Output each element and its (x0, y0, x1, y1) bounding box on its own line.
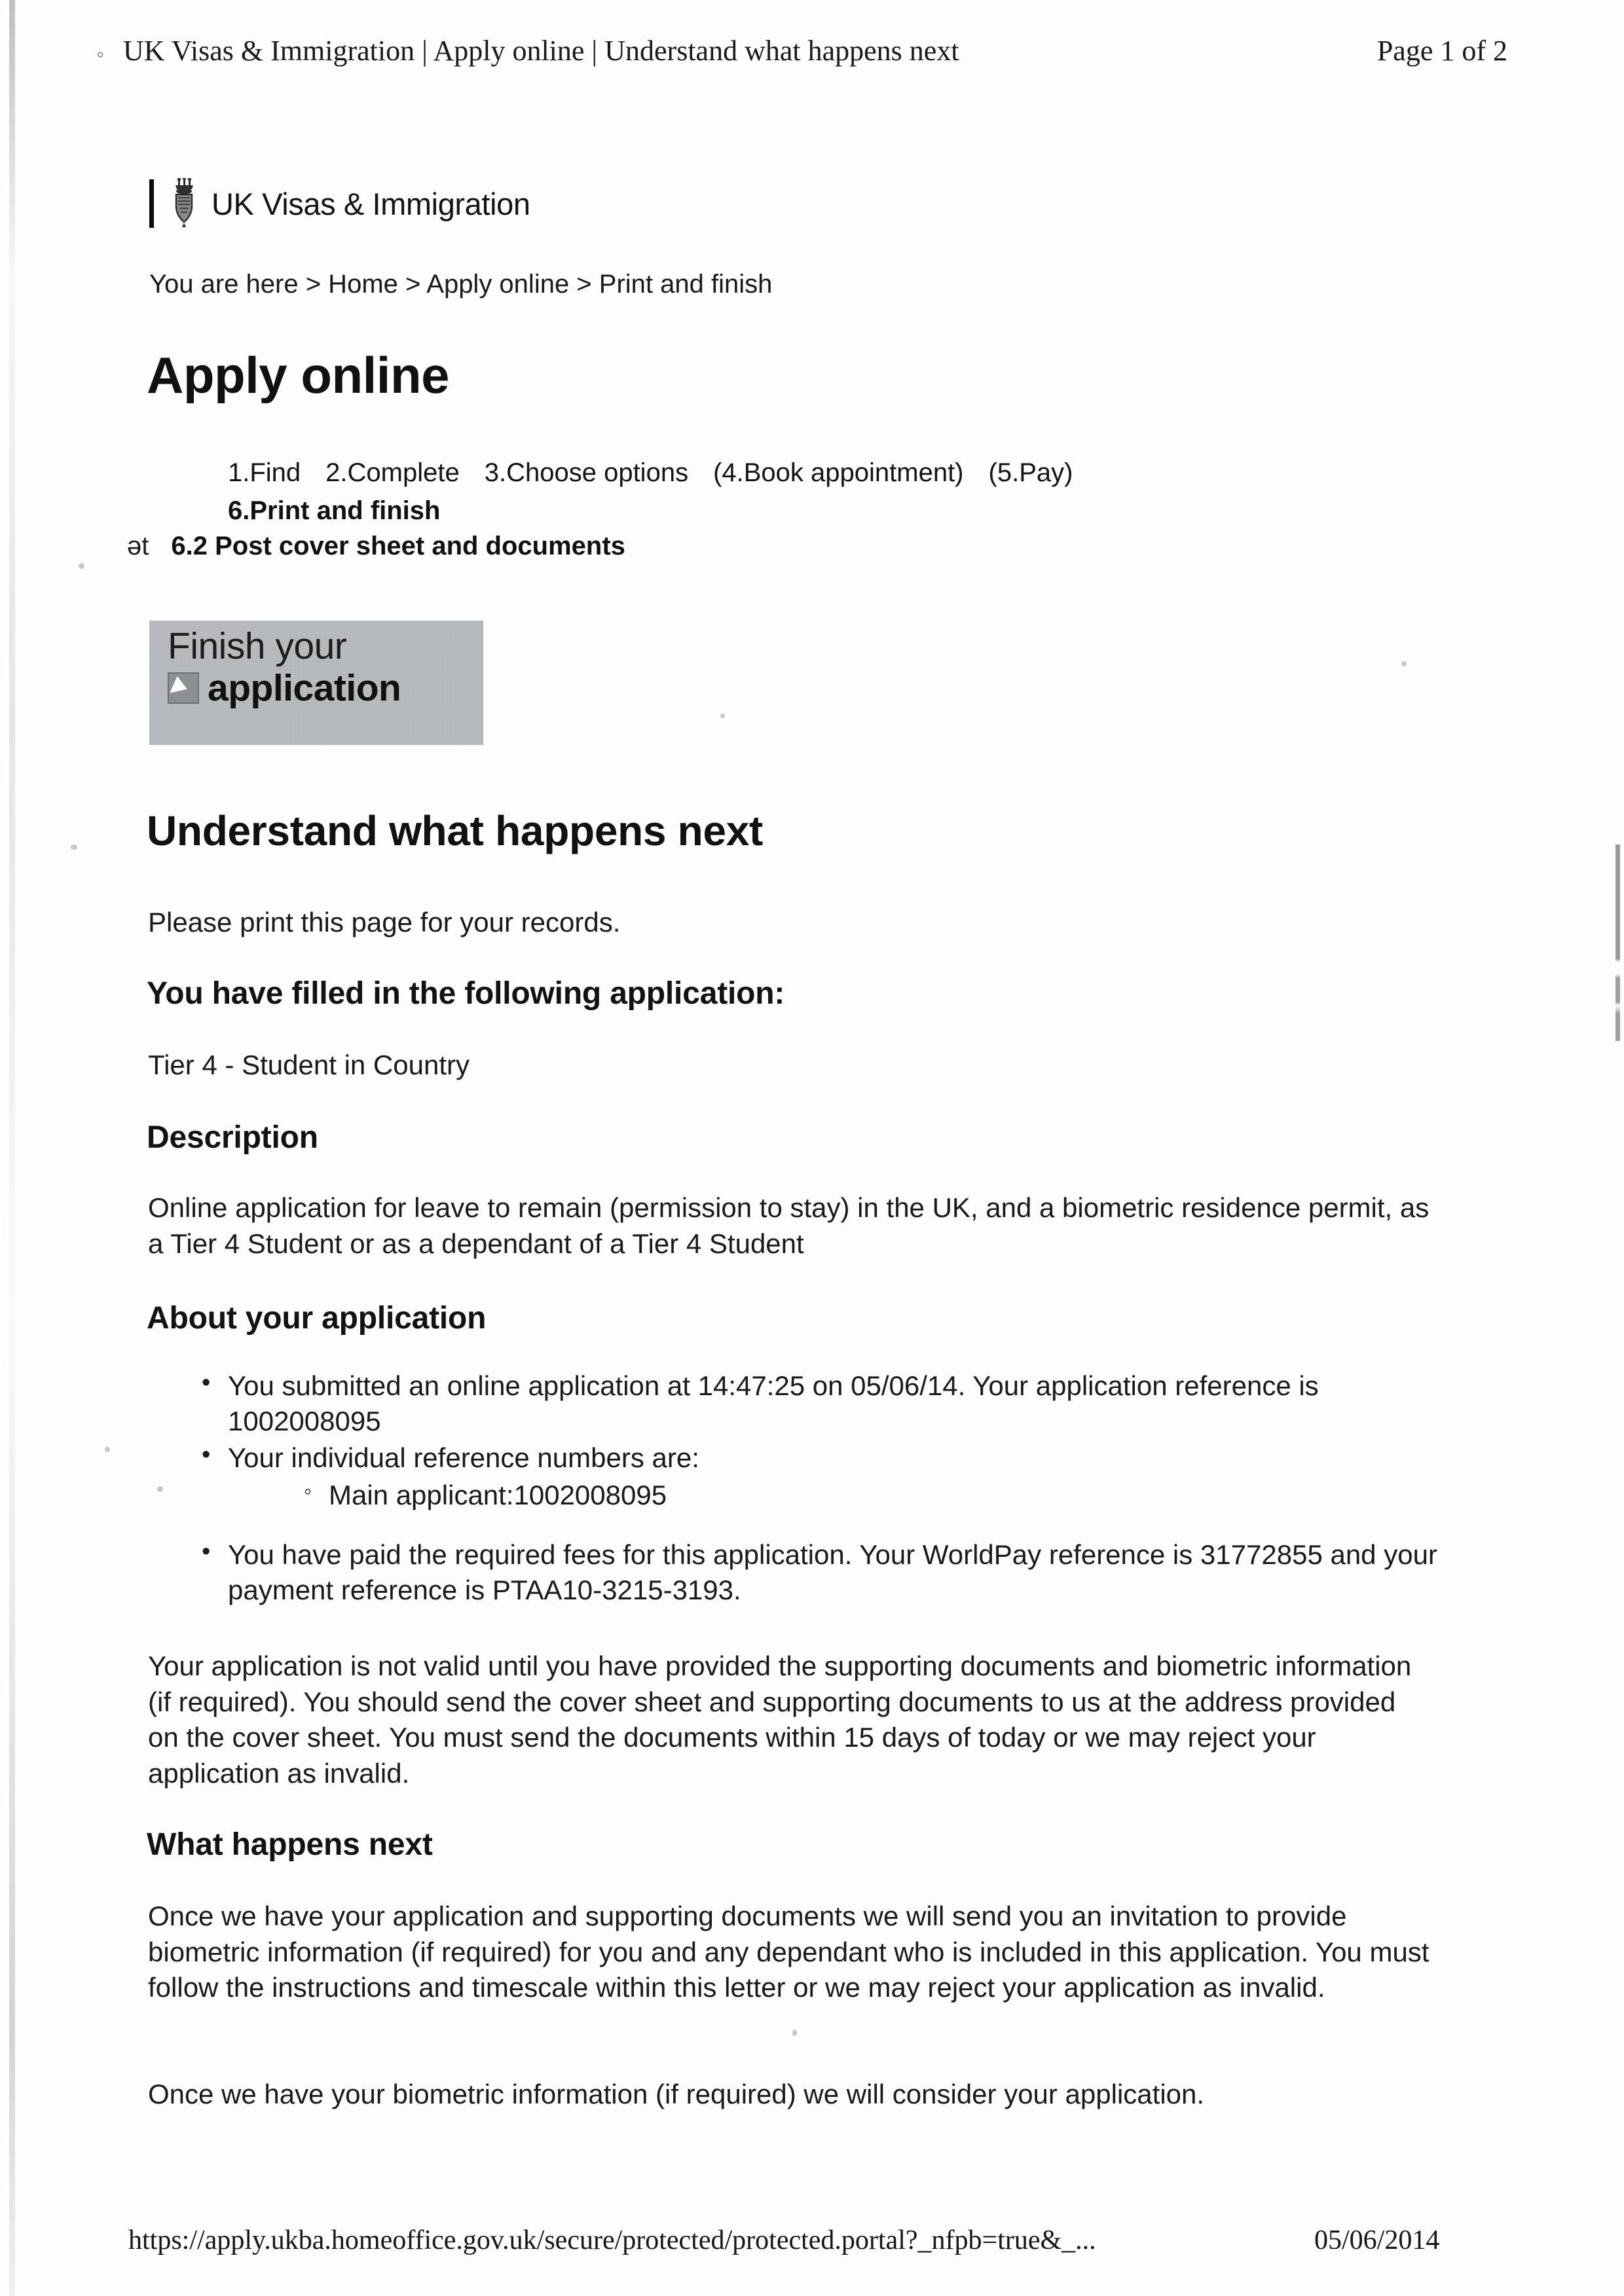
clipped-text-fragment: ət (127, 532, 149, 560)
individual-references-text: Your individual reference numbers are: (228, 1442, 699, 1473)
scan-speck (1401, 661, 1407, 666)
finish-application-banner (149, 621, 483, 745)
about-application-heading: About your application (147, 1301, 487, 1336)
submitted-application-text: You submitted an online application at 14:47:25 on 05/06/14. Your application reference is 1002008095 (228, 1370, 1319, 1436)
brand-logo (149, 178, 530, 229)
breadcrumb[interactable]: You are here > Home > Apply online > Print and finish (149, 270, 773, 299)
step-item-complete[interactable]: 2.Complete (325, 458, 460, 487)
royal-crest-icon (167, 178, 201, 229)
step-nav-row-primary (228, 458, 1073, 488)
description-heading: Description (147, 1120, 318, 1155)
step-item-book-appointment: (4.Book appointment) (713, 458, 964, 487)
step-nav-row-substep (127, 532, 625, 561)
scan-edge-artifact-right (1615, 845, 1620, 1041)
header-edge-mark: ° (97, 48, 104, 67)
page-title: Apply online (147, 346, 449, 404)
footer-url: https://apply.ukba.homeoffice.gov.uk/secure/protected/protected.portal?_nfpb=true&_... (128, 2225, 1096, 2255)
what-happens-next-paragraph-one: Once we have your application and supporting documents we will send you an invitation to provide biometric information (if required) for you and any dependant who is included in this application. You must follow the instructions and timescale within this letter or we may reject your application as invalid. (148, 1901, 1430, 2003)
list-item (196, 1537, 1473, 1608)
scan-edge-artifact-left (9, 0, 15, 2296)
filled-in-application-heading: You have filled in the following application: (147, 976, 785, 1011)
scan-speck (105, 1447, 110, 1452)
list-item (196, 1440, 1473, 1514)
list-item (300, 1478, 1473, 1513)
individual-references-sublist (228, 1478, 1473, 1513)
step-item-pay: (5.Pay) (988, 458, 1073, 487)
brand-name: UK Visas & Immigration (212, 186, 530, 221)
running-header (0, 34, 1624, 73)
step-item-print-and-finish[interactable]: 6.Print and finish (228, 496, 441, 525)
running-footer (0, 2225, 1624, 2264)
scan-speck (157, 1486, 163, 1492)
validity-paragraph: Your application is not valid until you have provided the supporting documents and biometric information (if required). You should send the cover sheet and supporting documents to us at the address provided on the cover sheet. You must send the documents within 15 days of today or we may reject your application as invalid. (148, 1650, 1412, 1789)
broken-image-icon (168, 672, 199, 704)
scan-speck (71, 845, 77, 850)
step-item-find[interactable]: 1.Find (228, 458, 301, 487)
print-note-paragraph: Please print this page for your records. (148, 907, 621, 938)
banner-line-two-label: application (208, 667, 401, 710)
list-item (196, 1368, 1473, 1439)
running-header-title: UK Visas & Immigration | Apply online | Understand what happens next (123, 35, 959, 67)
about-application-list (196, 1368, 1473, 1514)
payment-reference-text: You have paid the required fees for this application. Your WorldPay reference is 31772855 and your payment reference is PTAA10-3215-3193. (228, 1539, 1437, 1605)
scan-speck (79, 563, 84, 569)
what-happens-next-heading: What happens next (147, 1827, 433, 1862)
main-heading: Understand what happens next (147, 807, 764, 854)
what-happens-next-paragraph-two: Once we have your biometric information (if required) we will consider your application. (148, 2079, 1205, 2109)
page-indicator: Page 1 of 2 (1376, 35, 1507, 67)
banner-line-one: Finish your (168, 625, 347, 667)
brand-divider-rule (149, 179, 154, 228)
main-applicant-reference-text: Main applicant:1002008095 (329, 1480, 667, 1511)
banner-line-two (168, 666, 483, 710)
description-paragraph: Online application for leave to remain (permission to stay) in the UK, and a biometric residence permit, as a Tier 4 Student or as a dependant of a Tier 4 Student (148, 1192, 1430, 1259)
footer-date: 05/06/2014 (1314, 2225, 1440, 2255)
payment-list (196, 1537, 1473, 1609)
substep-post-cover-sheet[interactable]: 6.2 Post cover sheet and documents (171, 532, 625, 560)
scan-speck (720, 714, 725, 718)
application-name-value: Tier 4 - Student in Country (148, 1049, 470, 1080)
scan-speck (792, 2030, 797, 2036)
step-item-choose-options[interactable]: 3.Choose options (484, 458, 689, 487)
